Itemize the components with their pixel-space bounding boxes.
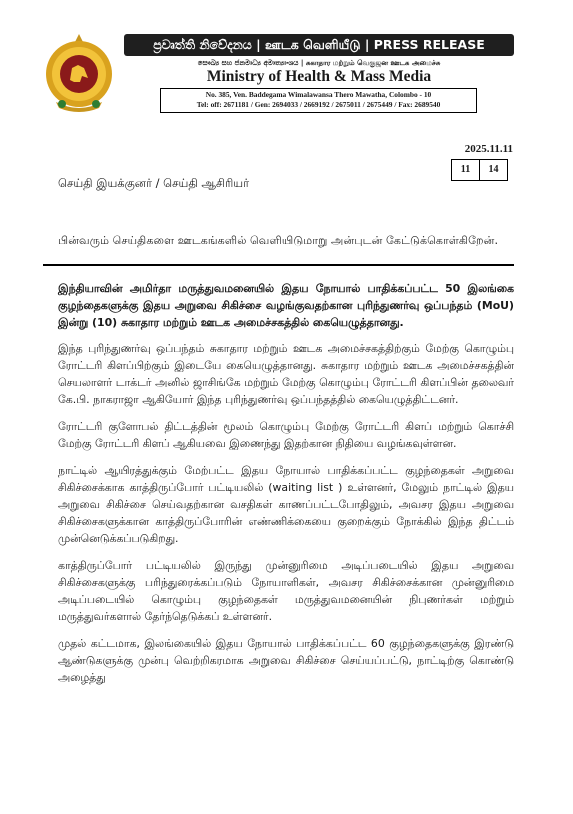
body-paragraph: காத்திருப்போர் பட்டியலில் இருந்து முன்னுரிமை அடிப்படையில் இதய அறுவை சிகிச்சைகளுக்கு பரிந்துரைக்கப்படும் நோயாளிகள், அவசர சிகிச்சைக்கான முன்னுரிமை அடிப்படையில் கொழும்பு குழந்தைகள் மருத்துவமனையின் நிபுணர்கள் மற்றும் மருத்துவர்களால் தேர்ந்தெடுக்கப் உள்ளனர்.	[58, 559, 514, 623]
address-line: No. 385, Ven. Baddegama Wimalawansa Thero Mawatha, Colombo - 10	[205, 90, 432, 99]
ministry-name-english: Ministry of Health & Mass Media	[206, 68, 432, 85]
divider-rule	[43, 264, 514, 266]
intro-paragraph: பின்வரும் செய்திகளை ஊடகங்களில் வெளியிடுமாறு அன்புடன் கேட்டுக்கொள்கிறேன்.	[58, 234, 499, 247]
recipient-line: செய்தி இயக்குனர் / செய்தி ஆசிரியர்	[58, 176, 250, 190]
reference-cell-a: 11	[451, 159, 480, 181]
press-release-banner: ප්‍රවෘත්ති නිවේදනය | ஊடக வெளியீடு | PRESS RELEASE	[124, 34, 514, 56]
reference-number-box	[451, 159, 508, 181]
reference-cell-b: 14	[480, 159, 508, 181]
body-paragraph: இந்த புரிந்துணர்வு ஒப்பந்தம் சுகாதார மற்றும் ஊடக அமைச்சகத்திற்கும் மேற்கு கொழும்பு ரோட்டரி கிளப்பிற்கும் இடையே கையெழுத்தானது. சுகாதார மற்றும் ஊடக அமைச்சகத்தின் செயலாளர் டாக்டர் அனில் ஜாசிங்கே மற்றும் மேற்கு கொழும்பு ரோட்டரி கிளப்பின் தலைவர் கே.பி. நாகராஜா ஆகியோர் இந்த புரிந்துணர்வு ஒப்பந்தத்தில் கையெழுத்திட்டனர்.	[58, 342, 514, 406]
body-paragraph: ரோட்டரி குளோபல் திட்டத்தின் மூலம் கொழும்பு மேற்கு ரோட்டரி கிளப் மற்றும் கொச்சி மேற்கு ரோட்டரி கிளப் ஆகியவை இணைந்து இதற்கான நிதியை வழங்கவுள்ளன.	[58, 420, 514, 450]
release-body	[58, 280, 514, 696]
release-date: 2025.11.11	[464, 143, 513, 155]
sri-lanka-emblem-logo	[44, 32, 114, 112]
release-headline: இந்தியாவின் அமிர்தா மருத்துவமனையில் இதய நோயால் பாதிக்கப்பட்ட 50 இலங்கை குழந்தைகளுக்கு இதய அறுவை சிகிச்சை வழங்குவதற்கான புரிந்துணர்வு ஒப்பந்தம் (MoU) இன்று (10) சுகாதார மற்றும் ஊடக அமைச்சகத்தில் கையெழுத்தானது.	[58, 282, 514, 329]
body-paragraph: முதல் கட்டமாக, இலங்கையில் இதய நோயால் பாதிக்கப்பட்ட 60 குழந்தைகளுக்கு இரண்டு ஆண்டுகளுக்கு முன்பு வெற்றிகரமாக அறுவை சிகிச்சை செய்யப்பட்டு, நாட்டிற்கு கொண்டு அழைத்து	[58, 637, 514, 684]
address-box	[160, 88, 477, 113]
body-paragraph: நாட்டில் ஆயிரத்துக்கும் மேற்பட்ட இதய நோயால் பாதிக்கப்பட்ட குழந்தைகள் அறுவை சிகிச்சைக்காக காத்திருப்போர் பட்டியலில் (waiting list ) உள்ளனர், மேலும் நாட்டில் இதய அறுவை சிகிச்சை செய்வதற்கான வசதிகள் காணப்பட்டபோதிலும், அவசர இதய அறுவை சிகிச்சைகளுக்கான காத்திருப்போரின் எண்ணிக்கையை குறைக்கும் நோக்கில் இந்த திட்டம் முன்னெடுக்கப்படுகிறது.	[58, 464, 514, 545]
ministry-name-sinhala-tamil: සෞඛ්‍ය සහ ජනමාධ්‍ය අමාත්‍යාංශය | சுகாதார மற்றும் வெகுஜன ஊடக அமைச்சு	[197, 59, 441, 67]
phone-line: Tel: off: 2671181 / Gen: 2694033 / 2669192 / 2675011 / 2675449 / Fax: 2689540	[196, 100, 441, 109]
